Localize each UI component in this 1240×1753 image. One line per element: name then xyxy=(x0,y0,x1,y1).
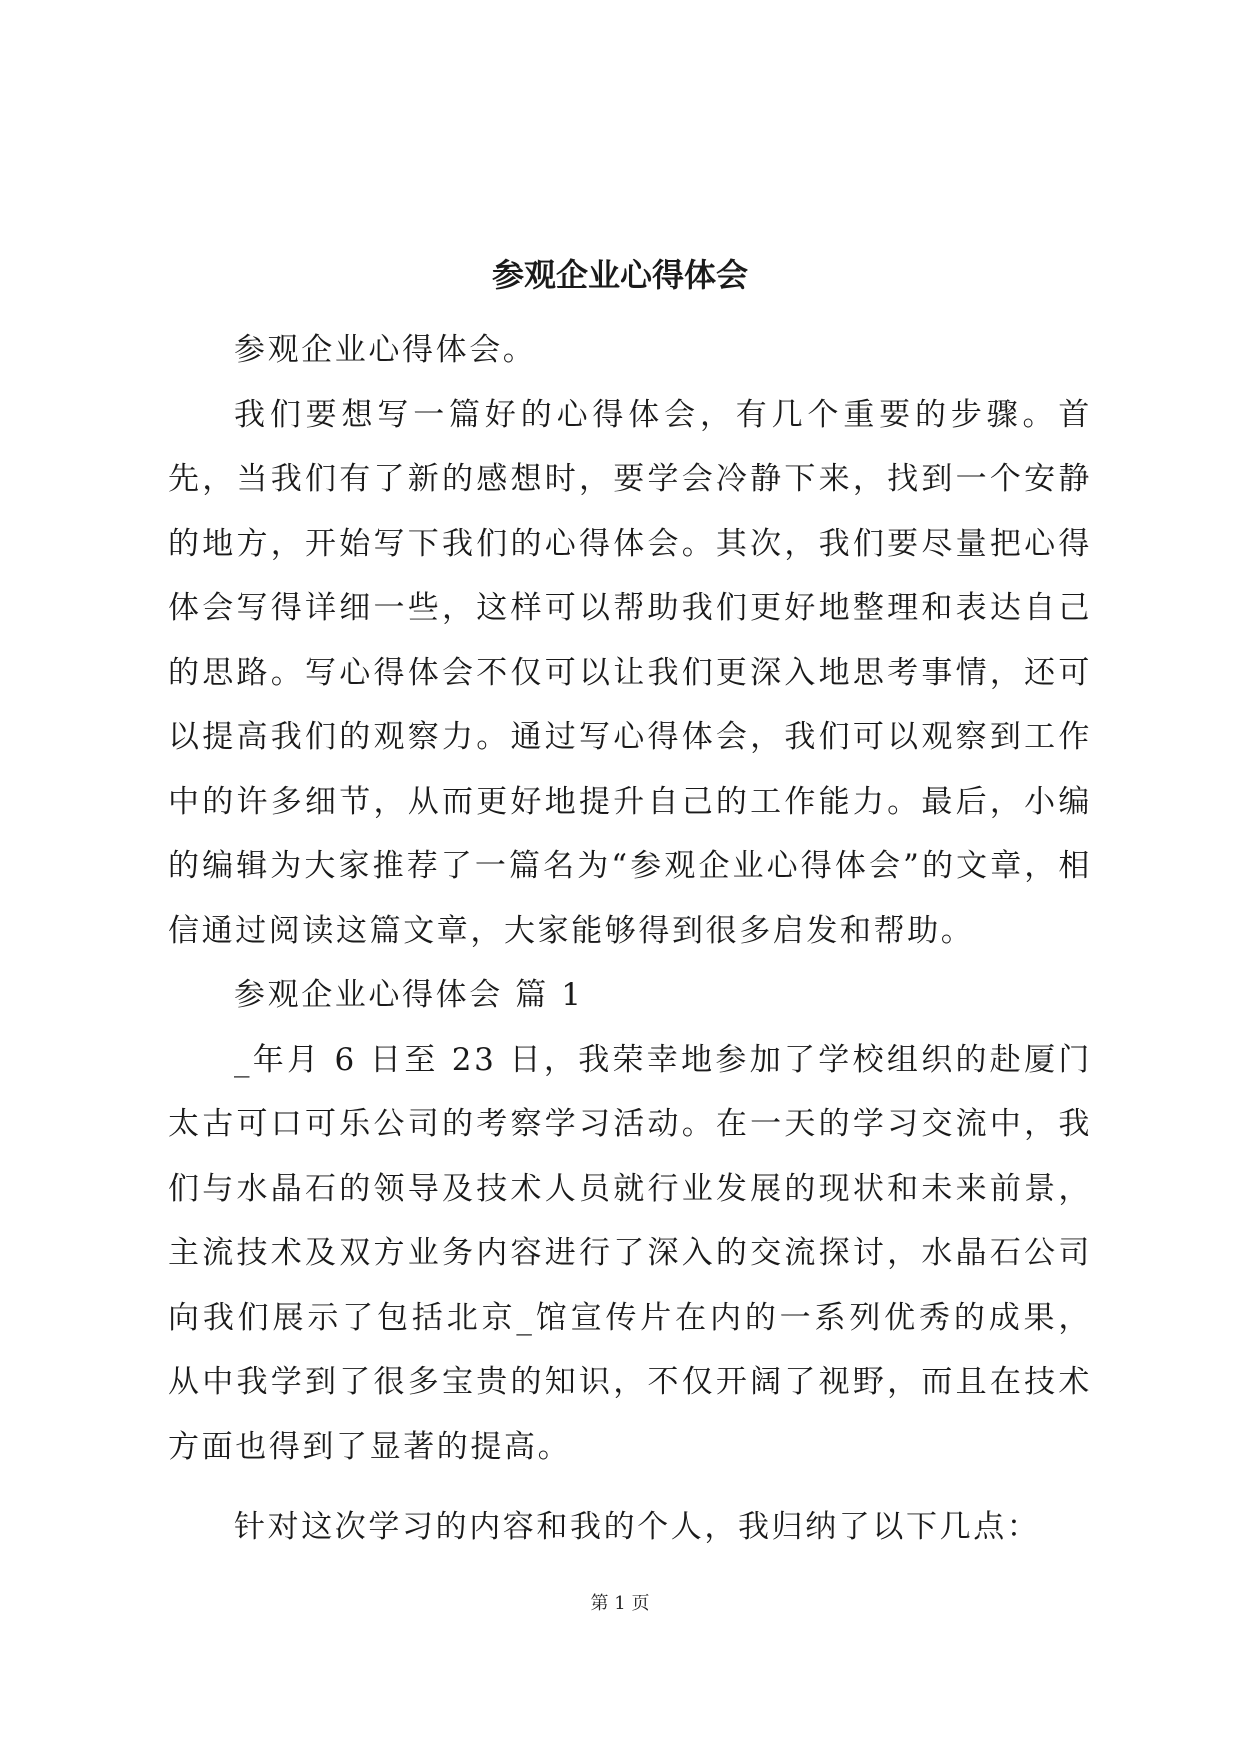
document-title: 参观企业心得体会 xyxy=(491,256,748,294)
page-number: 第 1 页 xyxy=(590,1593,650,1614)
section-heading: 参观企业心得体会 篇 1 xyxy=(234,977,584,1013)
paragraph-summary-lead: 针对这次学习的内容和我的个人，我归纳了以下几点： xyxy=(234,1509,1041,1545)
paragraph-section-1: _年月 6 日至 23 日，我荣幸地参加了学校组织的赴厦门太古可口可乐公司的考察学习活动。在一天的学习交流中，我们与水晶石的领导及技术人员就行业发展的现状和未来前景，主流技术及双方业务内容进行了深入的交流探讨，水晶石公司向我们展示了包括北京_馆宣传片在内的一系列优秀的成果，从中我学到了很多宝贵的知识，不仅开阔了视野，而且在技术方面也得到了显著的提高。 xyxy=(168,1041,1092,1465)
paragraph-intro: 我们要想写一篇好的心得体会，有几个重要的步骤。首先，当我们有了新的感想时，要学会冷静下来，找到一个安静的地方，开始写下我们的心得体会。其次，我们要尽量把心得体会写得详细一些，这样可以帮助我们更好地整理和表达自己的思路。写心得体会不仅可以让我们更深入地思考事情，还可以提高我们的观察力。通过写心得体会，我们可以观察到工作中的许多细节，从而更好地提升自己的工作能力。最后，小编的编辑为大家推荐了一篇名为“参观企业心得体会”的文章，相信通过阅读这篇文章，大家能够得到很多启发和帮助。 xyxy=(168,396,1092,949)
document-body xyxy=(168,318,1092,1560)
paragraph-intro-heading: 参观企业心得体会。 xyxy=(234,332,537,368)
